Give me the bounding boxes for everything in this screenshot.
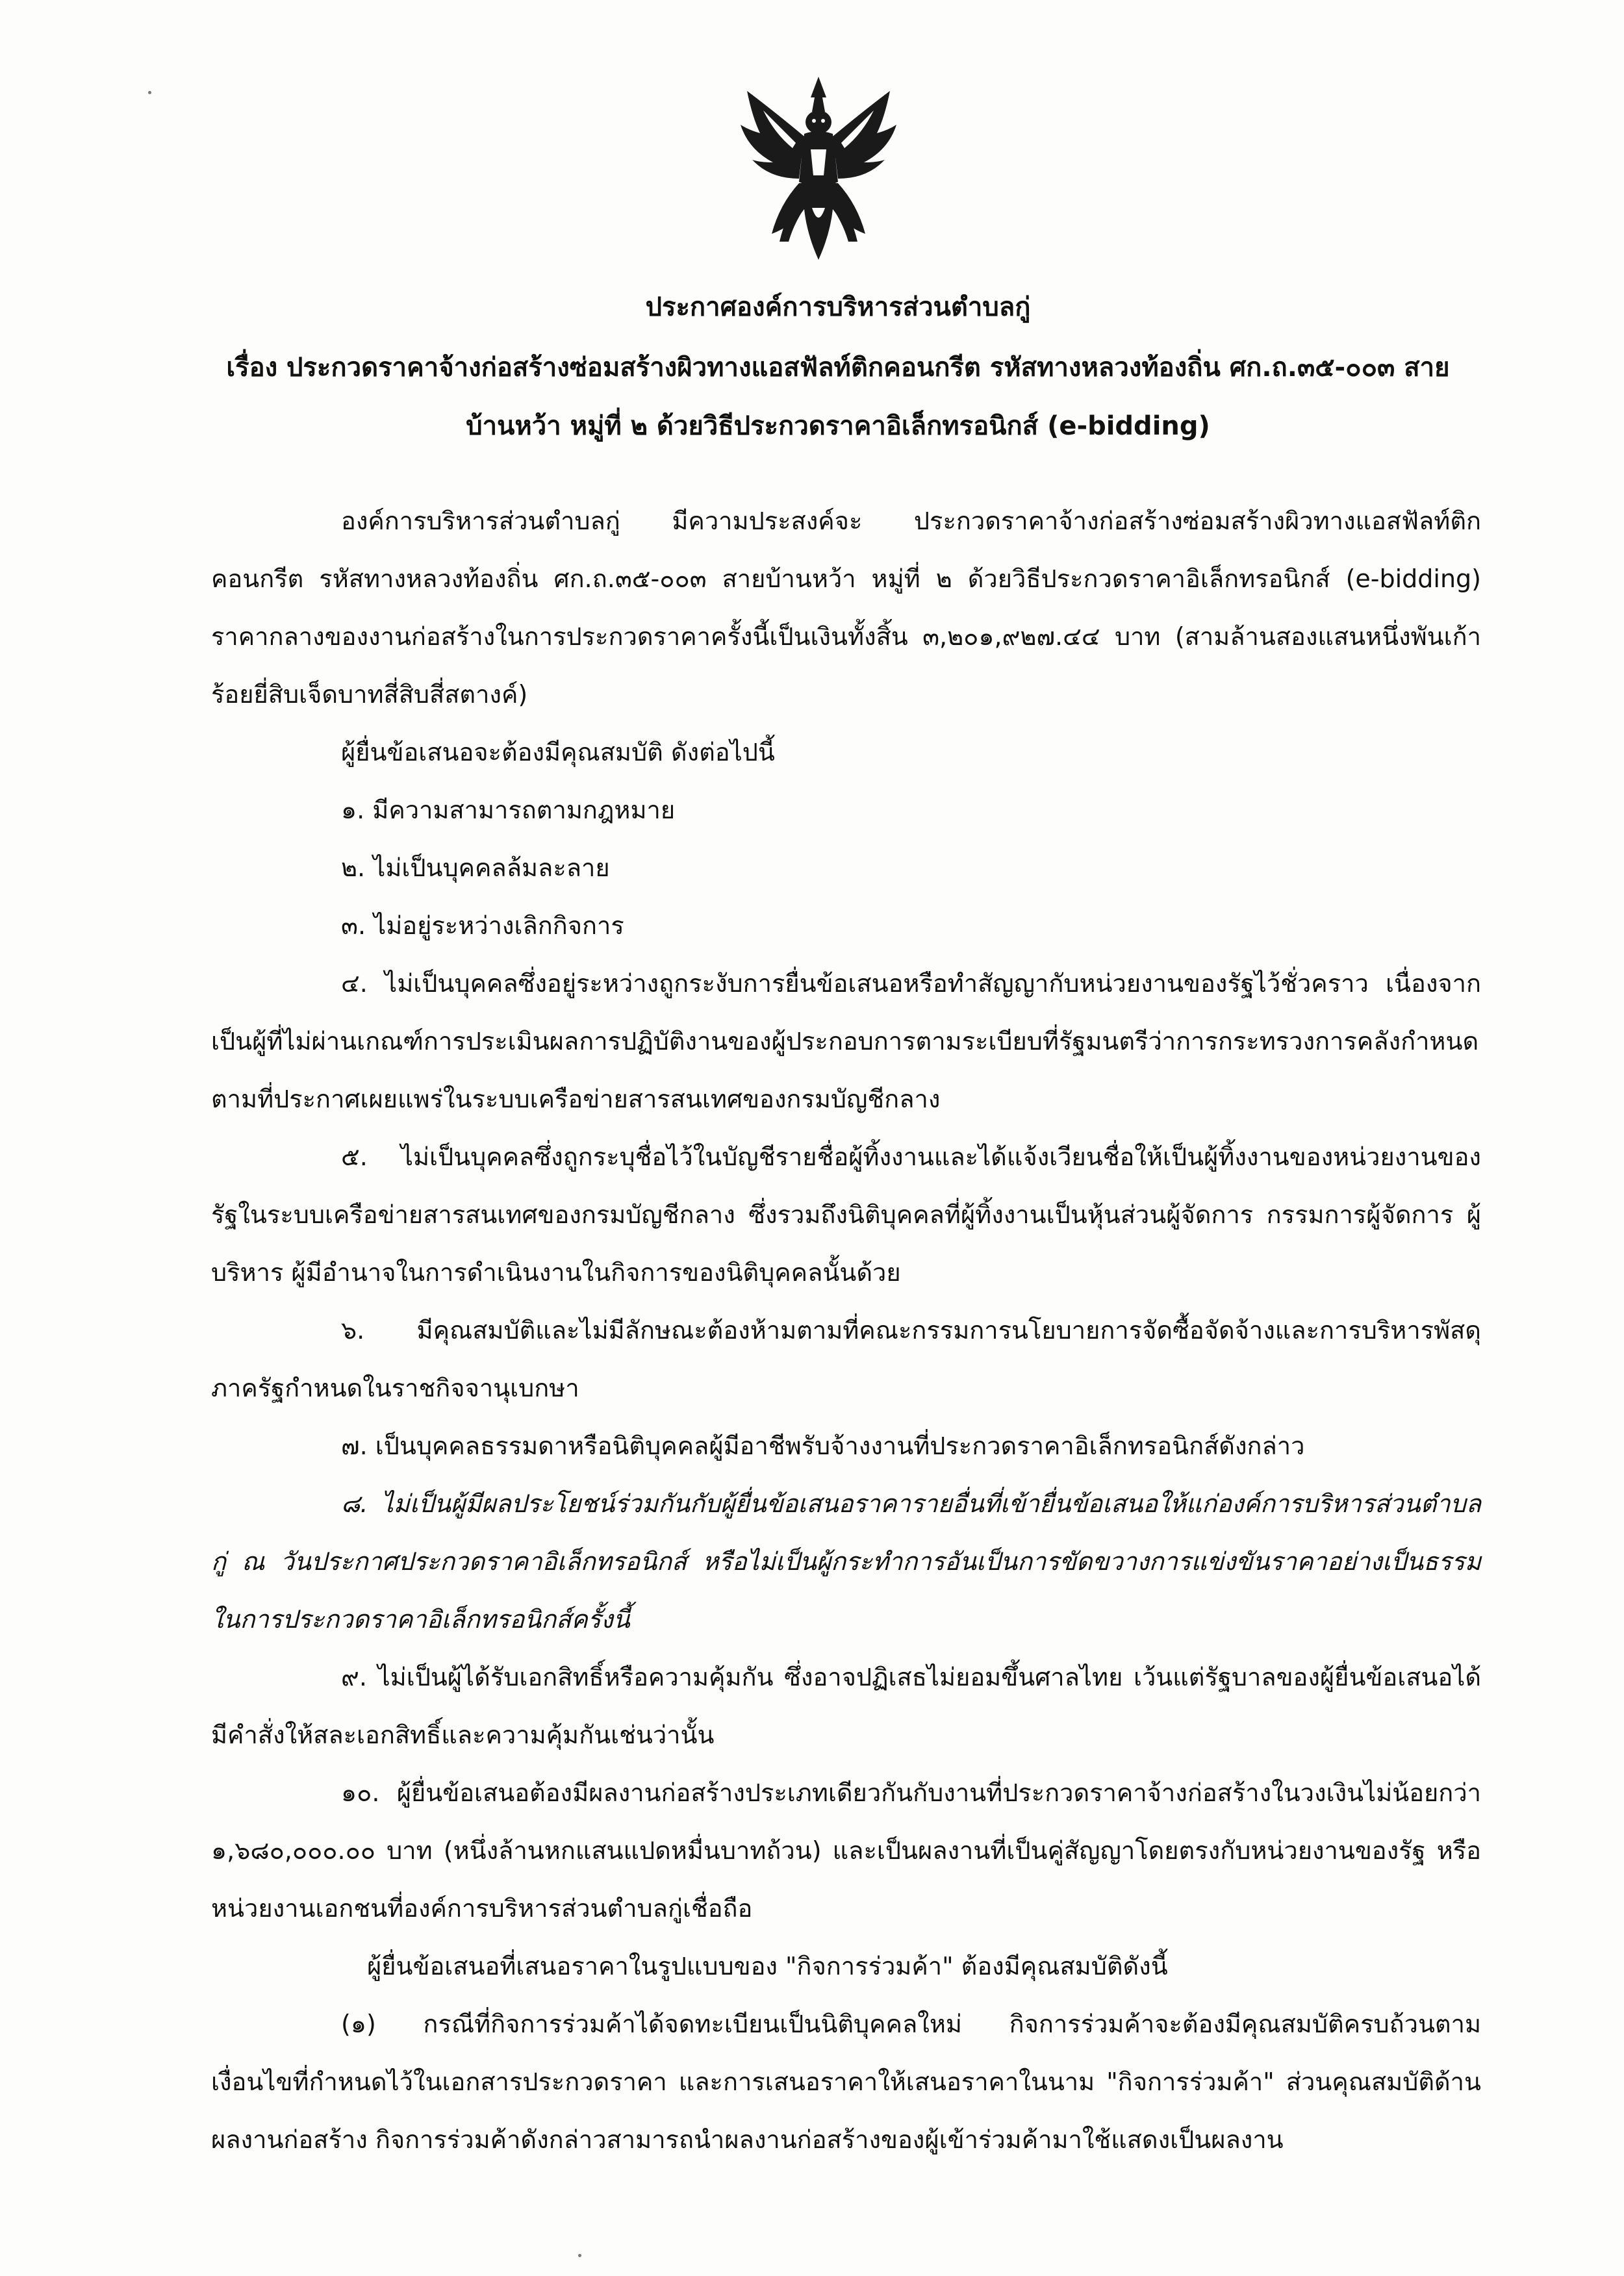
announcement-subject-line2: บ้านหว้า หมู่ที่ ๒ ด้วยวิธีประกวดราคาอิเล็กทรอนิกส์ (e-bidding) [466,411,1210,441]
intro-paragraph: องค์การบริหารส่วนตำบลกู่ มีความประสงค์จะ ประกวดราคาจ้างก่อสร้างซ่อมสร้างผิวทางแอสฟัลท์ติกคอนกรีต รหัสทางหลวงท้องถิ่น ศก.ถ.๓๕-๐๐๓ สายบ้านหว้า หมู่ที่ ๒ ด้วยวิธีประกวดราคาอิเล็กทรอนิกส์ (e-bidding) ราคากลางของงานก่อสร้างในการประกวดราคาครั้งนี้เป็นเงินทั้งสิ้น ๓,๒๐๑,๙๒๗.๔๔ บาท (สามล้านสองแสนหนึ่งพันเก้าร้อยยี่สิบเจ็ดบาทสี่สิบสี่สตางค์) [211,507,1481,709]
announcement-body [211,492,1481,2169]
qualification-item-6: ๖. มีคุณสมบัติและไม่มีลักษณะต้องห้ามตามที่คณะกรรมการนโยบายการจัดซื้อจัดจ้างและการบริหารพัสดุภาครัฐกำหนดในราชกิจจานุเบกษา [211,1316,1481,1402]
qualification-item-5: ๕. ไม่เป็นบุคคลซึ่งถูกระบุชื่อไว้ในบัญชีรายชื่อผู้ทิ้งงานและได้แจ้งเวียนชื่อให้เป็นผู้ทิ้งงานของหน่วยงานของรัฐในระบบเครือข่ายสารสนเทศของกรมบัญชีกลาง ซึ่งรวมถึงนิติบุคคลที่ผู้ทิ้งงานเป็นหุ้นส่วนผู้จัดการ กรรมการผู้จัดการ ผู้บริหาร ผู้มีอำนาจในการดำเนินงานในกิจการของนิติบุคคลนั้นด้วย [211,1143,1481,1287]
announcement-subject-line1: เรื่อง ประกวดราคาจ้างก่อสร้างซ่อมสร้างผิวทางแอสฟัลท์ติกคอนกรีต รหัสทางหลวงท้องถิ่น ศก.ถ.๓๕-๐๐๓ สาย [226,353,1450,383]
qualification-item-3: ๓. ไม่อยู่ระหว่างเลิกกิจการ [341,911,624,940]
garuda-emblem-icon [734,71,903,266]
joint-venture-heading: ผู้ยื่นข้อเสนอที่เสนอราคาในรูปแบบของ "กิจการร่วมค้า" ต้องมีคุณสมบัติดังนี้ [367,1952,1168,1980]
joint-venture-item-1: (๑) กรณีที่กิจการร่วมค้าได้จดทะเบียนเป็นนิติบุคคลใหม่ กิจการร่วมค้าจะต้องมีคุณสมบัติครบถ้วนตามเงื่อนไขที่กำหนดไว้ในเอกสารประกวดราคา และการเสนอราคาให้เสนอราคาในนาม "กิจการร่วมค้า" ส่วนคุณสมบัติด้านผลงานก่อสร้าง กิจการร่วมค้าดังกล่าวสามารถนำผลงานก่อสร้างของผู้เข้าร่วมค้ามาใช้แสดงเป็นผลงาน [211,2010,1481,2154]
scan-speck [148,91,151,94]
qualification-item-8: ๘. ไม่เป็นผู้มีผลประโยชน์ร่วมกันกับผู้ยื่นข้อเสนอราคารายอื่นที่เข้ายื่นข้อเสนอให้แก่องค์การบริหารส่วนตำบลกู่ ณ วันประกาศประกวดราคาอิเล็กทรอนิกส์ หรือไม่เป็นผู้กระทำการอันเป็นการขัดขวางการแข่งขันราคาอย่างเป็นธรรม ในการประกวดราคาอิเล็กทรอนิกส์ครั้งนี้ [211,1489,1481,1634]
qualification-item-10: ๑๐. ผู้ยื่นข้อเสนอต้องมีผลงานก่อสร้างประเภทเดียวกันกับงานที่ประกวดราคาจ้างก่อสร้างในวงเงินไม่น้อยกว่า ๑,๖๘๐,๐๐๐.๐๐ บาท (หนึ่งล้านหกแสนแปดหมื่นบาทถ้วน) และเป็นผลงานที่เป็นคู่สัญญาโดยตรงกับหน่วยงานของรัฐ หรือหน่วยงานเอกชนที่องค์การบริหารส่วนตำบลกู่เชื่อถือ [211,1778,1481,1923]
qualification-item-4: ๔. ไม่เป็นบุคคลซึ่งอยู่ระหว่างถูกระงับการยื่นข้อเสนอหรือทำสัญญากับหน่วยงานของรัฐไว้ชั่วคราว เนื่องจากเป็นผู้ที่ไม่ผ่านเกณฑ์การประเมินผลการปฏิบัติงานของผู้ประกอบการตามระเบียบที่รัฐมนตรีว่าการกระทรวงการคลังกำหนดตามที่ประกาศเผยแพร่ในระบบเครือข่ายสารสนเทศของกรมบัญชีกลาง [211,969,1481,1113]
qualification-item-7: ๗. เป็นบุคคลธรรมดาหรือนิติบุคคลผู้มีอาชีพรับจ้างงานที่ประกวดราคาอิเล็กทรอนิกส์ดังกล่าว [341,1432,1305,1460]
qualifications-heading: ผู้ยื่นข้อเสนอจะต้องมีคุณสมบัติ ดังต่อไปนี้ [341,738,775,766]
qualification-item-2: ๒. ไม่เป็นบุคคลล้มละลาย [341,854,610,882]
qualification-item-1: ๑. มีความสามารถตามกฎหมาย [341,796,676,824]
announcement-title: ประกาศองค์การบริหารส่วนตำบลกู่ [645,292,1031,322]
qualification-item-9: ๙. ไม่เป็นผู้ได้รับเอกสิทธิ์หรือความคุ้มกัน ซึ่งอาจปฏิเสธไม่ยอมขึ้นศาลไทย เว้นแต่รัฐบาลของผู้ยื่นข้อเสนอได้มีคำสั่งให้สละเอกสิทธิ์และความคุ้มกันเช่นว่านั้น [211,1663,1481,1749]
scan-speck [578,2254,581,2257]
